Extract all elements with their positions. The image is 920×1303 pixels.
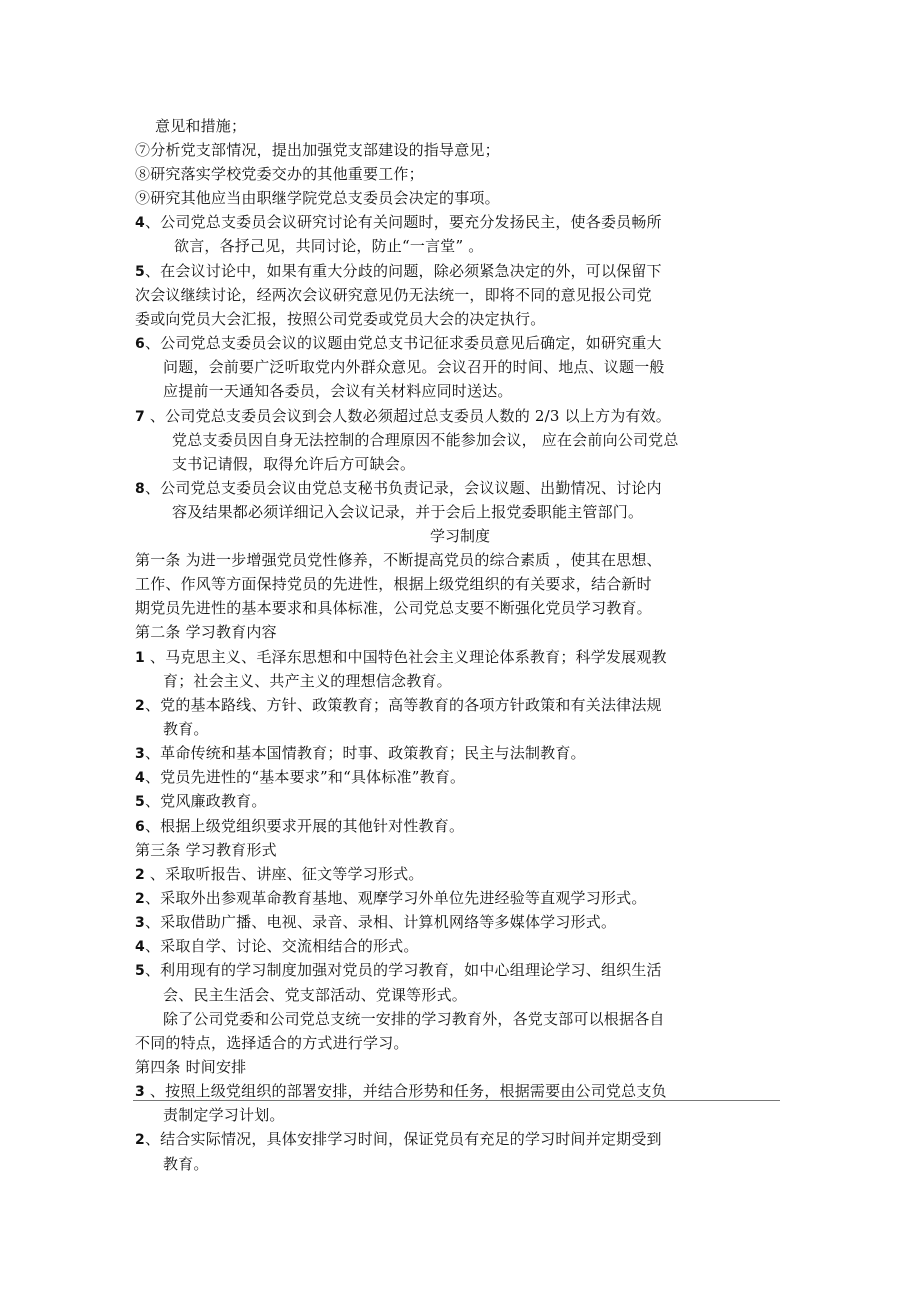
text-line: 5、利用现有的学习制度加强对党员的学习教育，如中心组理论学习、组织生活 [135,961,662,979]
text-line: 育；社会主义、共产主义的理想信念教育。 [163,672,452,690]
text-line: 应提前一天通知各委员，会议有关材料应同时送达。 [163,382,513,400]
text-line: 教育。 [163,1155,209,1173]
text-line: 容及结果都必须详细记入会议记录，并于会后上报党委职能主管部门。 [172,503,644,521]
text-line: 第一条 为进一步增强党员党性修养，不断提高党员的综合素质 ，使其在思想、 [135,551,662,569]
page-divider [133,1100,780,1101]
text-line: 3、革命传统和基本国情教育；时事、政策教育；民主与法制教育。 [135,744,586,762]
section-title: 学习制度 [429,527,490,545]
text-line: 4、党员先进性的“基本要求”和“具体标准”教育。 [135,768,466,786]
text-line: 2、结合实际情况，具体安排学习时间，保证党员有充足的学习时间并定期受到 [135,1130,662,1148]
text-line: 期党员先进性的基本要求和具体标准，公司党总支要不断强化党员学习教育。 [135,599,652,617]
text-line: 支书记请假，取得允许后方可缺会。 [172,455,416,473]
article-heading: 第四条 时间安排 [135,1058,247,1076]
text-line: 5、党风廉政教育。 [135,792,267,810]
text-line: ⑧研究落实学校党委交办的其他重要工作； [135,165,424,183]
text-line: ⑨研究其他应当由职继学院党总支委员会决定的事项。 [135,189,500,207]
text-line: 除了公司党委和公司党总支统一安排的学习教育外，各党支部可以根据各自 [163,1010,665,1028]
text-line: 1 、马克思主义、毛泽东思想和中国特色社会主义理论体系教育；科学发展观教 [135,648,667,666]
text-line: 欲言，各抒己见，共同讨论，防止“一言堂” 。 [174,237,484,255]
text-line: 工作、作风等方面保持党员的先进性，根据上级党组织的有关要求，结合新时 [135,575,652,593]
text-line: 意见和措施； [155,117,247,135]
text-line: 次会议继续讨论，经两次会议研究意见仍无法统一，即将不同的意见报公司党 [135,286,652,304]
text-line: 2、采取外出参观革命教育基地、观摩学习外单位先进经验等直观学习形式。 [135,889,647,907]
text-line: 问题，会前要广泛听取党内外群众意见。会议召开的时间、地点、议题一般 [163,358,665,376]
text-line: 6、根据上级党组织要求开展的其他针对性教育。 [135,817,465,835]
text-line: 5、在会议讨论中，如果有重大分歧的问题，除必须紧急决定的外，可以保留下 [135,262,662,280]
text-line: 会、民主生活会、党支部活动、党课等形式。 [163,986,468,1004]
text-line: 3 、按照上级党组织的部署安排，并结合形势和任务，根据需要由公司党总支负 [135,1082,667,1100]
text-line: 8、公司党总支委员会议由党总支秘书负责记录，会议议题、出勤情况、讨论内 [135,479,662,497]
article-heading: 第二条 学习教育内容 [135,623,277,641]
text-line: 不同的特点，选择适合的方式进行学习。 [135,1034,409,1052]
text-line: 4、公司党总支委员会议研究讨论有关问题时，要充分发扬民主，使各委员畅所 [135,213,662,231]
text-line: 党总支委员因自身无法控制的合理原因不能参加会议， 应在会前向公司党总 [172,431,679,449]
text-line: 6、公司党总支委员会议的议题由党总支书记征求委员意见后确定，如研究重大 [135,334,662,352]
article-heading: 第三条 学习教育形式 [135,841,277,859]
text-line: 4、采取自学、讨论、交流相结合的形式。 [135,937,419,955]
text-line: 委或向党员大会汇报，按照公司党委或党员大会的决定执行。 [135,310,546,328]
text-line: 2 、采取听报告、讲座、征文等学习形式。 [135,865,424,883]
text-line: 7 、公司党总支委员会议到会人数必须超过总支委员人数的 2/3 以上方为有效。 [135,407,672,425]
text-line: 教育。 [163,720,209,738]
text-line: 3、采取借助广播、电视、录音、录相、计算机网络等多媒体学习形式。 [135,913,617,931]
text-line: 2、党的基本路线、方针、政策教育；高等教育的各项方针政策和有关法律法规 [135,696,662,714]
text-line: ⑦分析党支部情况，提出加强党支部建设的指导意见； [135,141,500,159]
text-line: 责制定学习计划。 [163,1106,285,1124]
